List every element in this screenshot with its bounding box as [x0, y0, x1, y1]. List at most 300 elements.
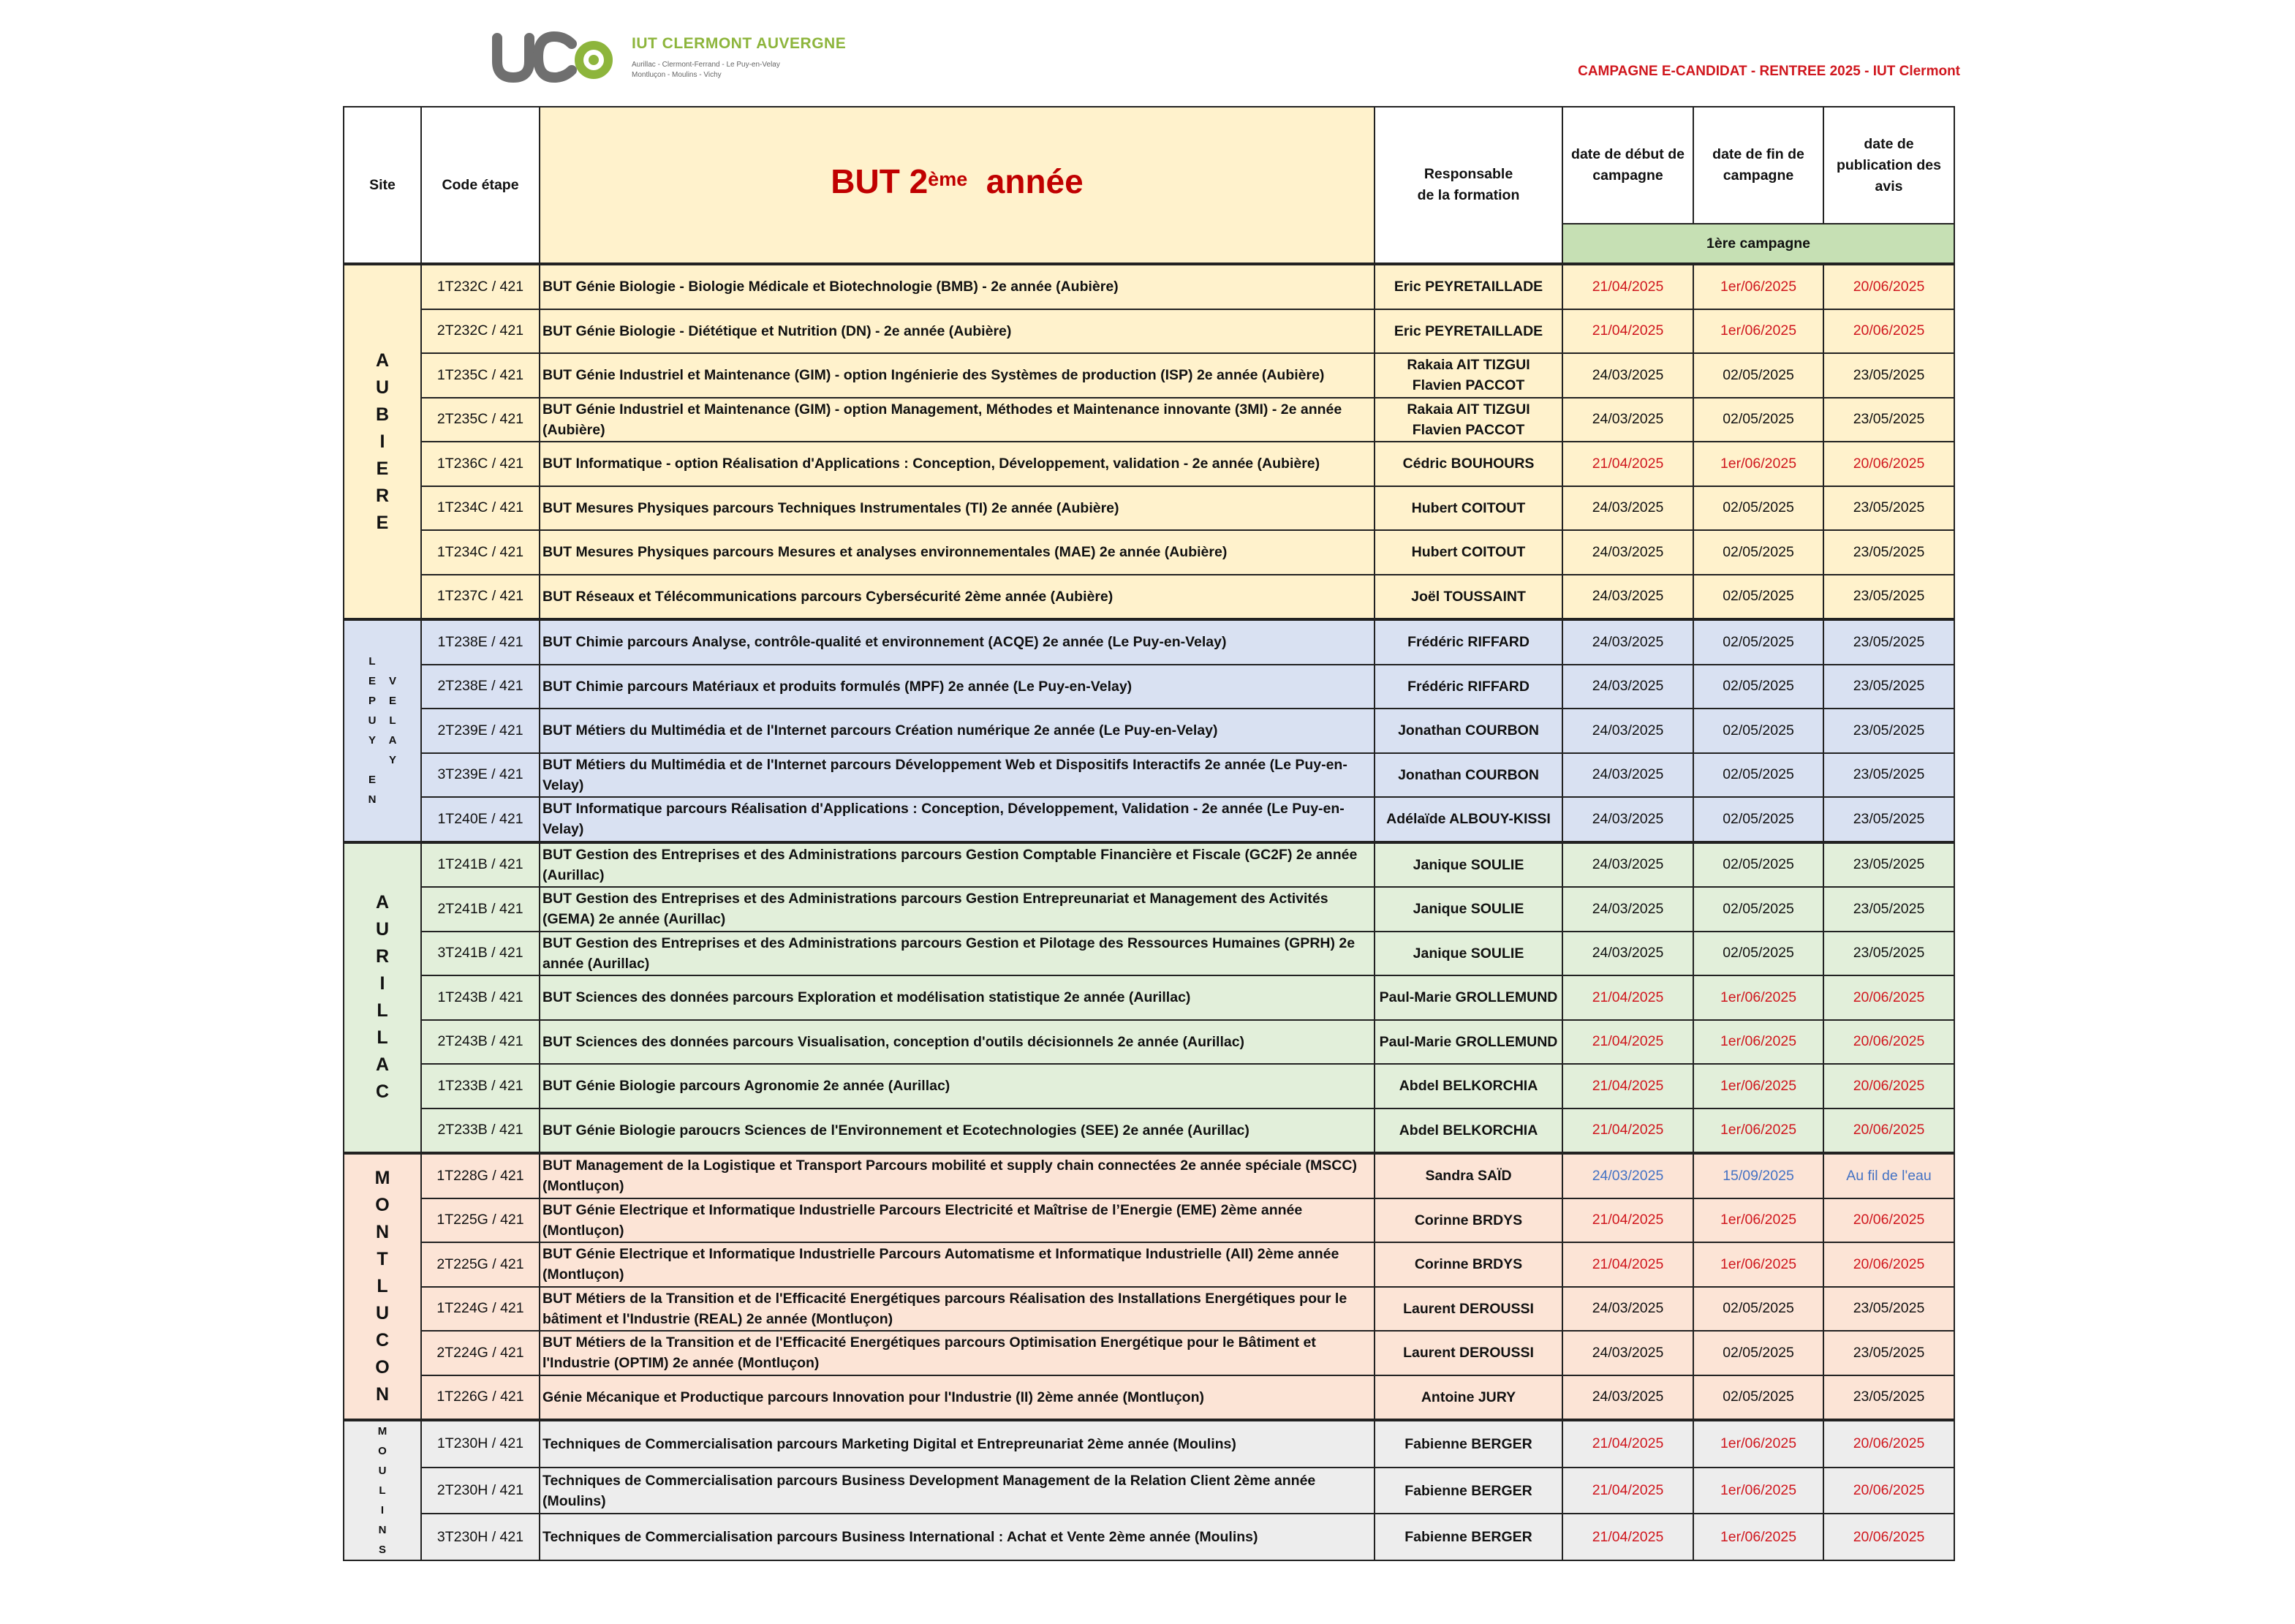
table-row: [344, 975, 1954, 1020]
responsable-name: Abdel BELKORCHIA: [1399, 1078, 1538, 1095]
date-publication: 23/05/2025: [1823, 887, 1954, 932]
date-fin: 1er/06/2025: [1693, 1514, 1823, 1560]
responsable: [1375, 1468, 1562, 1514]
formation-name: BUT Métiers de la Transition et de l'Efficacité Energétiques parcours Optimisation Energétique pour le Bâtiment et l'Industrie (OPTIM) 2e année (Montluçon): [540, 1331, 1375, 1375]
date-fin: 1er/06/2025: [1693, 264, 1823, 309]
code-etape: 2T230H / 421: [421, 1468, 540, 1514]
table-row: [344, 486, 1954, 531]
date-debut: 24/03/2025: [1562, 709, 1693, 753]
formation-name: BUT Génie Biologie - Diététique et Nutrition (DN) - 2e année (Aubière): [540, 309, 1375, 354]
site-letter: L: [389, 714, 396, 728]
site-letter: L: [379, 1484, 386, 1497]
responsable: [1375, 1420, 1562, 1468]
table-row: [344, 1153, 1954, 1198]
responsable-name: Eric PEYRETAILLADE: [1394, 279, 1543, 295]
site-aurillac: [344, 842, 421, 1154]
header-responsable: [1375, 107, 1562, 264]
responsable: [1375, 309, 1562, 354]
formation-name: BUT Génie Biologie parcours Agronomie 2e année (Aurillac): [540, 1064, 1375, 1109]
responsable-name: Jonathan COURBON: [1398, 766, 1539, 783]
site-letter: L: [377, 1276, 388, 1296]
responsable: [1375, 1514, 1562, 1560]
date-debut: 21/04/2025: [1562, 1109, 1693, 1154]
date-publication: 20/06/2025: [1823, 1064, 1954, 1109]
date-debut: 24/03/2025: [1562, 1375, 1693, 1421]
formations-table: [343, 106, 1955, 1561]
date-publication: 20/06/2025: [1823, 1109, 1954, 1154]
date-fin: 02/05/2025: [1693, 353, 1823, 398]
date-debut: 24/03/2025: [1562, 887, 1693, 932]
date-debut: 21/04/2025: [1562, 1468, 1693, 1514]
formation-name: BUT Génie Electrique et Informatique Industrielle Parcours Electricité et Maîtrise de l’Energie (EME) 2ème année (Montluçon): [540, 1198, 1375, 1243]
site-letter: N: [375, 1384, 390, 1405]
formation-name: BUT Génie Biologie - Biologie Médicale et Biotechnologie (BMB) - 2e année (Aubière): [540, 264, 1375, 309]
responsable-name: Fabienne BERGER: [1404, 1435, 1532, 1452]
date-debut: 24/03/2025: [1562, 932, 1693, 976]
responsable: [1375, 575, 1562, 620]
date-fin: 02/05/2025: [1693, 753, 1823, 798]
site-letter: A: [375, 1054, 390, 1076]
title-sup: ème: [928, 167, 968, 190]
formation-name: BUT Management de la Logistique et Transport Parcours mobilité et supply chain connectées 2e année spéciale (MSCC) (Montluçon): [540, 1153, 1375, 1198]
date-debut: 24/03/2025: [1562, 619, 1693, 665]
responsable-name: Jonathan COURBON: [1398, 722, 1539, 739]
site-letter: [387, 652, 398, 671]
date-debut: 21/04/2025: [1562, 309, 1693, 354]
date-publication: Au fil de l'eau: [1823, 1153, 1954, 1198]
header-fin-line2: campagne: [1723, 167, 1794, 184]
iut-logo: [491, 28, 872, 94]
code-etape: 2T233B / 421: [421, 1109, 540, 1154]
header-title: [540, 107, 1375, 264]
responsable: [1375, 1198, 1562, 1243]
date-fin: 1er/06/2025: [1693, 1420, 1823, 1468]
header-pub-line2: publication des: [1836, 156, 1941, 173]
site-letter: N: [368, 793, 377, 807]
code-etape: 1T243B / 421: [421, 975, 540, 1020]
title-main: BUT 2: [831, 162, 929, 200]
logo-title: IUT CLERMONT AUVERGNE: [632, 35, 847, 52]
date-publication: 23/05/2025: [1823, 1375, 1954, 1421]
code-etape: 2T239E / 421: [421, 709, 540, 753]
date-publication: 23/05/2025: [1823, 797, 1954, 842]
site-letter: A: [375, 892, 390, 913]
code-etape: 1T225G / 421: [421, 1198, 540, 1243]
site-letter: E: [368, 774, 376, 787]
date-fin: 02/05/2025: [1693, 530, 1823, 575]
date-debut: 21/04/2025: [1562, 1064, 1693, 1109]
responsable-name: Antoine JURY: [1421, 1389, 1516, 1405]
date-debut: 24/03/2025: [1562, 1153, 1693, 1198]
date-fin: 02/05/2025: [1693, 1331, 1823, 1375]
site-letter: U: [375, 919, 390, 940]
logo-subtitle: [632, 60, 780, 80]
code-etape: 1T224G / 421: [421, 1287, 540, 1332]
formation-name: BUT Mesures Physiques parcours Mesures et analyses environnementales (MAE) 2e année (Aubière): [540, 530, 1375, 575]
code-etape: 2T225G / 421: [421, 1242, 540, 1287]
date-publication: 20/06/2025: [1823, 442, 1954, 486]
responsable-name: Fabienne BERGER: [1404, 1482, 1532, 1499]
responsable: [1375, 619, 1562, 665]
responsable-name: Laurent DEROUSSI: [1403, 1300, 1534, 1317]
date-debut: 24/03/2025: [1562, 398, 1693, 442]
responsable: [1375, 353, 1562, 398]
date-publication: 23/05/2025: [1823, 398, 1954, 442]
responsable: [1375, 486, 1562, 531]
date-debut: 21/04/2025: [1562, 1242, 1693, 1287]
date-debut: 24/03/2025: [1562, 530, 1693, 575]
site-letter: E: [376, 512, 389, 533]
site-letter: R: [375, 946, 390, 967]
table-row: [344, 1420, 1954, 1468]
site-letter: R: [375, 485, 390, 506]
responsable: [1375, 842, 1562, 888]
responsable: [1375, 975, 1562, 1020]
table-body: [344, 264, 1954, 1560]
site-letter: L: [377, 1027, 388, 1049]
formation-name: BUT Métiers du Multimédia et de l'Internet parcours Création numérique 2e année (Le Puy-en-Velay): [540, 709, 1375, 753]
formation-name: BUT Génie Biologie paroucrs Sciences de l'Environnement et Ecotechnologies (SEE) 2e année (Aurillac): [540, 1109, 1375, 1154]
responsable-name: Sandra SAÏD: [1425, 1168, 1512, 1185]
responsable-name: Corinne BRDYS: [1414, 1256, 1523, 1273]
date-debut: 21/04/2025: [1562, 1420, 1693, 1468]
title-end: année: [986, 162, 1084, 200]
formation-name: BUT Réseaux et Télécommunications parcours Cybersécurité 2ème année (Aubière): [540, 575, 1375, 620]
date-publication: 20/06/2025: [1823, 1468, 1954, 1514]
formation-name: BUT Génie Electrique et Informatique Industrielle Parcours Automatisme et Informatique Industrielle (AII) 2ème année (Montluçon): [540, 1242, 1375, 1287]
site-letter: M: [374, 1168, 390, 1188]
responsable-name: Janique SOULIE: [1413, 901, 1524, 918]
responsable: [1375, 1375, 1562, 1421]
code-etape: 3T230H / 421: [421, 1514, 540, 1560]
date-fin: 02/05/2025: [1693, 887, 1823, 932]
date-debut: 24/03/2025: [1562, 797, 1693, 842]
date-publication: 23/05/2025: [1823, 665, 1954, 709]
code-etape: 3T239E / 421: [421, 753, 540, 798]
formation-name: BUT Informatique parcours Réalisation d'Applications : Conception, Développement, Validation - 2e année (Le Puy-en-Velay): [540, 797, 1375, 842]
header-responsable-line2: de la formation: [1417, 187, 1520, 203]
responsable: [1375, 264, 1562, 309]
date-debut: 24/03/2025: [1562, 753, 1693, 798]
code-etape: 1T234C / 421: [421, 530, 540, 575]
table-row: [344, 753, 1954, 798]
site-letter: E: [376, 458, 389, 479]
code-etape: 1T232C / 421: [421, 264, 540, 309]
code-etape: 1T226G / 421: [421, 1375, 540, 1421]
site-letter: U: [378, 1465, 387, 1477]
table-row: [344, 887, 1954, 932]
responsable: [1375, 398, 1562, 442]
date-fin: 1er/06/2025: [1693, 1468, 1823, 1514]
site-label: [376, 347, 389, 537]
responsable: [1375, 442, 1562, 486]
responsable-name: Hubert COITOUT: [1411, 499, 1526, 516]
header-fin-line1: date de fin de: [1712, 146, 1804, 162]
formation-name: BUT Chimie parcours Analyse, contrôle-qualité et environnement (ACQE) 2e année (Le Puy-en-Velay): [540, 619, 1375, 665]
date-publication: 20/06/2025: [1823, 309, 1954, 354]
date-debut: 21/04/2025: [1562, 1020, 1693, 1065]
site-letter: S: [378, 1544, 386, 1556]
date-fin: 1er/06/2025: [1693, 442, 1823, 486]
site-label: [376, 889, 389, 1106]
site-letter: U: [375, 377, 390, 398]
header-debut-line1: date de début de: [1571, 146, 1685, 162]
site-letter: E: [388, 695, 396, 708]
table-row: [344, 1514, 1954, 1560]
site-letter: C: [375, 1081, 390, 1103]
responsable: [1375, 1331, 1562, 1375]
header-pub-line3: avis: [1875, 178, 1903, 194]
formation-name: Techniques de Commercialisation parcours Business International : Achat et Vente 2ème année (Moulins): [540, 1514, 1375, 1560]
table-row: [344, 264, 1954, 309]
header-site: Site: [344, 107, 421, 264]
date-debut: 21/04/2025: [1562, 975, 1693, 1020]
code-etape: 1T235C / 421: [421, 353, 540, 398]
site-letter: Y: [388, 754, 396, 767]
header-pub-line1: date de: [1864, 135, 1914, 152]
date-publication: 20/06/2025: [1823, 1242, 1954, 1287]
site-letter: L: [377, 1000, 388, 1021]
responsable-name: Corinne BRDYS: [1414, 1212, 1523, 1228]
table-row: [344, 665, 1954, 709]
responsable: [1375, 797, 1562, 842]
formation-name: BUT Génie Industriel et Maintenance (GIM) - option Management, Méthodes et Maintenance innovante (3MI) - 2e année (Aubière): [540, 398, 1375, 442]
table-row: [344, 842, 1954, 888]
table-row: [344, 1109, 1954, 1154]
logo-line2: Montluçon - Moulins - Vichy: [632, 71, 722, 79]
date-fin: 02/05/2025: [1693, 575, 1823, 620]
date-fin: 02/05/2025: [1693, 1287, 1823, 1332]
code-etape: 1T233B / 421: [421, 1064, 540, 1109]
site-letter: P: [368, 695, 376, 708]
date-publication: 23/05/2025: [1823, 1287, 1954, 1332]
site-letter: V: [388, 675, 396, 688]
code-etape: 2T232C / 421: [421, 309, 540, 354]
responsable: [1375, 709, 1562, 753]
date-publication: 23/05/2025: [1823, 753, 1954, 798]
date-fin: 02/05/2025: [1693, 842, 1823, 888]
responsable-name: Flavien PACCOT: [1412, 377, 1525, 394]
date-fin: 02/05/2025: [1693, 709, 1823, 753]
date-fin: 02/05/2025: [1693, 619, 1823, 665]
date-debut: 24/03/2025: [1562, 665, 1693, 709]
formation-name: BUT Génie Industriel et Maintenance (GIM) - option Ingénierie des Systèmes de production (ISP) 2e année (Aubière): [540, 353, 1375, 398]
site-letter: U: [368, 714, 377, 728]
site-label: [378, 1421, 387, 1560]
code-etape: 1T230H / 421: [421, 1420, 540, 1468]
header-fin: [1693, 107, 1823, 224]
formation-name: Techniques de Commercialisation parcours Business Development Management de la Relation Client 2ème année (Moulins): [540, 1468, 1375, 1514]
table-row: [344, 575, 1954, 620]
responsable-name: Laurent DEROUSSI: [1403, 1345, 1534, 1361]
formation-name: BUT Gestion des Entreprises et des Administrations parcours Gestion Entrepreunariat et Management des Activités (GEMA) 2e année (Aurillac): [540, 887, 1375, 932]
date-debut: 24/03/2025: [1562, 1331, 1693, 1375]
formation-name: BUT Mesures Physiques parcours Techniques Instrumentales (TI) 2e année (Aubière): [540, 486, 1375, 531]
table-row: [344, 1064, 1954, 1109]
responsable: [1375, 887, 1562, 932]
table-row: [344, 709, 1954, 753]
table-row: [344, 1198, 1954, 1243]
date-debut: 24/03/2025: [1562, 575, 1693, 620]
date-fin: 1er/06/2025: [1693, 1242, 1823, 1287]
site-letter: M: [377, 1425, 387, 1438]
campaign-title: CAMPAGNE E-CANDIDAT - RENTREE 2025 - IUT Clermont: [1578, 64, 1960, 79]
responsable-name: Paul-Marie GROLLEMUND: [1379, 1033, 1558, 1050]
date-publication: 23/05/2025: [1823, 619, 1954, 665]
site-letter: O: [375, 1357, 390, 1378]
date-fin: 02/05/2025: [1693, 1375, 1823, 1421]
site-letter: U: [375, 1303, 390, 1323]
site-label: [347, 652, 418, 809]
table-row: [344, 398, 1954, 442]
table-row: [344, 1375, 1954, 1421]
header-debut: [1562, 107, 1693, 224]
date-publication: 23/05/2025: [1823, 530, 1954, 575]
responsable-name: Janique SOULIE: [1413, 856, 1524, 873]
date-fin: 02/05/2025: [1693, 932, 1823, 976]
table-row: [344, 1242, 1954, 1287]
responsable-name: Frédéric RIFFARD: [1407, 634, 1530, 651]
code-etape: 1T238E / 421: [421, 619, 540, 665]
header-code: Code étape: [421, 107, 540, 264]
code-etape: 3T241B / 421: [421, 932, 540, 976]
date-publication: 20/06/2025: [1823, 264, 1954, 309]
site-letter: A: [388, 734, 397, 747]
date-fin: 02/05/2025: [1693, 797, 1823, 842]
date-publication: 20/06/2025: [1823, 1514, 1954, 1560]
responsable: [1375, 530, 1562, 575]
date-fin: 1er/06/2025: [1693, 975, 1823, 1020]
site-montlucon: [344, 1153, 421, 1420]
code-etape: 1T237C / 421: [421, 575, 540, 620]
uca-logo-icon: [491, 28, 616, 86]
formation-name: BUT Sciences des données parcours Exploration et modélisation statistique 2e année (Aurillac): [540, 975, 1375, 1020]
date-fin: 1er/06/2025: [1693, 1064, 1823, 1109]
site-label: [375, 1165, 390, 1408]
responsable-name: Flavien PACCOT: [1412, 421, 1525, 438]
date-debut: 21/04/2025: [1562, 1514, 1693, 1560]
site-letter: T: [377, 1249, 388, 1269]
date-debut: 24/03/2025: [1562, 486, 1693, 531]
code-etape: 1T228G / 421: [421, 1153, 540, 1198]
formation-name: BUT Gestion des Entreprises et des Administrations parcours Gestion Comptable Financière et Fiscale (GC2F) 2e année (Aurillac): [540, 842, 1375, 888]
responsable-name: Abdel BELKORCHIA: [1399, 1122, 1538, 1138]
table-row: [344, 1331, 1954, 1375]
site-letter: I: [379, 973, 385, 994]
responsable-name: Rakaia AIT TIZGUI: [1407, 357, 1530, 374]
header-row: [344, 107, 1954, 224]
date-fin: 1er/06/2025: [1693, 1198, 1823, 1243]
table-row: [344, 619, 1954, 665]
date-debut: 24/03/2025: [1562, 353, 1693, 398]
date-publication: 23/05/2025: [1823, 1331, 1954, 1375]
site-letter: I: [379, 431, 385, 452]
formation-name: BUT Informatique - option Réalisation d'Applications : Conception, Développement, validation - 2e année (Aubière): [540, 442, 1375, 486]
date-fin: 02/05/2025: [1693, 398, 1823, 442]
date-publication: 23/05/2025: [1823, 932, 1954, 976]
table-row: [344, 1020, 1954, 1065]
site-letter: I: [380, 1504, 385, 1517]
date-publication: 23/05/2025: [1823, 353, 1954, 398]
date-fin: 1er/06/2025: [1693, 1109, 1823, 1154]
code-etape: 2T238E / 421: [421, 665, 540, 709]
formation-name: BUT Sciences des données parcours Visualisation, conception d'outils décisionnels 2e année (Aurillac): [540, 1020, 1375, 1065]
code-etape: 2T241B / 421: [421, 887, 540, 932]
site-letter: C: [375, 1330, 390, 1351]
header-responsable-line1: Responsable: [1423, 166, 1513, 182]
date-debut: 21/04/2025: [1562, 264, 1693, 309]
header-publication: [1823, 107, 1954, 224]
site-letter: O: [378, 1445, 387, 1457]
responsable: [1375, 1153, 1562, 1198]
header-campagne: 1ère campagne: [1562, 224, 1954, 264]
site-letter: N: [375, 1222, 390, 1242]
formation-name: BUT Métiers de la Transition et de l'Efficacité Energétiques parcours Réalisation des Installations Energétiques pour le bâtiment et l'Industrie (REAL) 2e année (Montluçon): [540, 1287, 1375, 1332]
date-fin: 1er/06/2025: [1693, 309, 1823, 354]
responsable-name: Adélaïde ALBOUY-KISSI: [1386, 811, 1551, 828]
logo-line1: Aurillac - Clermont-Ferrand - Le Puy-en-Velay: [632, 61, 780, 69]
site-letter: [387, 790, 398, 809]
table-row: [344, 797, 1954, 842]
responsable-name: Rakaia AIT TIZGUI: [1407, 401, 1530, 418]
site-letter: E: [368, 675, 376, 688]
table-row: [344, 530, 1954, 575]
site-letter: O: [375, 1195, 390, 1215]
table-row: [344, 309, 1954, 354]
date-fin: 15/09/2025: [1693, 1153, 1823, 1198]
table-row: [344, 1287, 1954, 1332]
code-etape: 1T236C / 421: [421, 442, 540, 486]
site-le-puy-en-velay: [344, 619, 421, 842]
site-aubiere: [344, 264, 421, 619]
site-moulins: [344, 1420, 421, 1560]
site-letter: L: [368, 655, 376, 668]
responsable-name: Joël TOUSSAINT: [1411, 588, 1526, 605]
table-row: [344, 1468, 1954, 1514]
site-letter: Y: [368, 734, 376, 747]
formation-name: Génie Mécanique et Productique parcours Innovation pour l'Industrie (II) 2ème année (Montluçon): [540, 1375, 1375, 1421]
responsable: [1375, 1287, 1562, 1332]
date-publication: 20/06/2025: [1823, 1420, 1954, 1468]
responsable: [1375, 665, 1562, 709]
date-publication: 23/05/2025: [1823, 575, 1954, 620]
responsable: [1375, 1242, 1562, 1287]
formation-name: BUT Gestion des Entreprises et des Administrations parcours Gestion et Pilotage des Ressources Humaines (GPRH) 2e année (Aurillac): [540, 932, 1375, 976]
site-letter: N: [378, 1524, 387, 1536]
responsable-name: Janique SOULIE: [1413, 945, 1524, 962]
date-publication: 20/06/2025: [1823, 1198, 1954, 1243]
table-row: [344, 353, 1954, 398]
formation-name: Techniques de Commercialisation parcours Marketing Digital et Entrepreunariat 2ème année (Moulins): [540, 1420, 1375, 1468]
responsable: [1375, 753, 1562, 798]
code-etape: 2T243B / 421: [421, 1020, 540, 1065]
code-etape: 1T241B / 421: [421, 842, 540, 888]
table-row: [344, 932, 1954, 976]
date-publication: 23/05/2025: [1823, 842, 1954, 888]
date-publication: 23/05/2025: [1823, 709, 1954, 753]
date-debut: 24/03/2025: [1562, 842, 1693, 888]
header-debut-line2: campagne: [1592, 167, 1663, 184]
code-etape: 1T240E / 421: [421, 797, 540, 842]
code-etape: 1T234C / 421: [421, 486, 540, 531]
date-fin: 02/05/2025: [1693, 665, 1823, 709]
responsable-name: Hubert COITOUT: [1411, 544, 1526, 561]
date-debut: 24/03/2025: [1562, 1287, 1693, 1332]
code-etape: 2T224G / 421: [421, 1331, 540, 1375]
responsable-name: Eric PEYRETAILLADE: [1394, 322, 1543, 339]
date-debut: 21/04/2025: [1562, 442, 1693, 486]
date-fin: 02/05/2025: [1693, 486, 1823, 531]
